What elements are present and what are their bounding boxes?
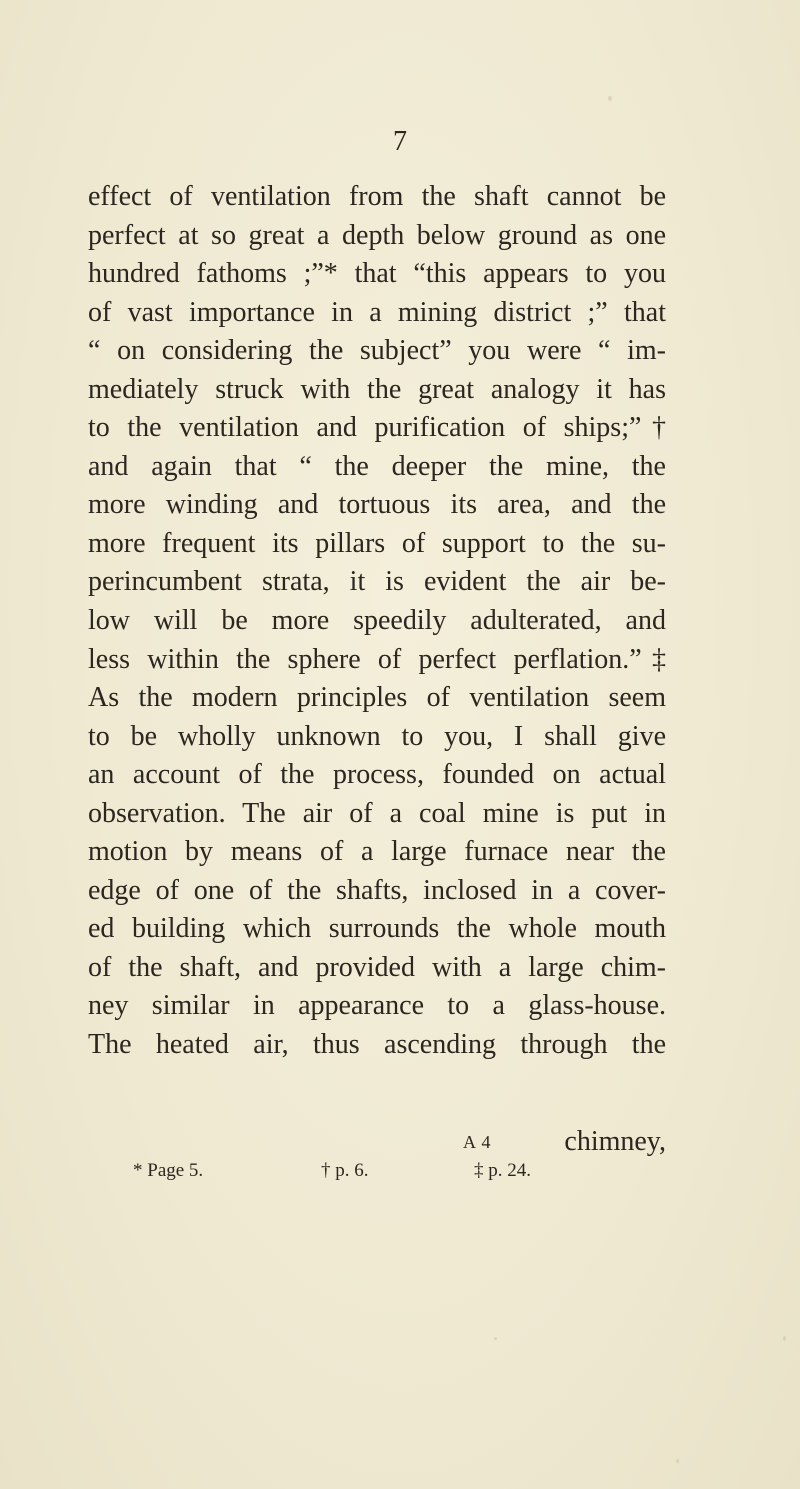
text-line: observation. The air of a coal mine is put in [88,797,666,829]
page-number: 7 [393,126,407,157]
signature-mark: A 4 [463,1132,492,1152]
text-line: an account of the process, founded on actual [88,759,666,791]
text-line: As the modern principles of ventilation seem [88,682,666,714]
paper-speck [676,1459,679,1463]
paper-speck [494,1337,497,1340]
footnote: * Page 5. [133,1160,204,1181]
text-line: ed building which surrounds the whole mouth [88,913,666,945]
text-line: more frequent its pillars of support to the su- [88,527,666,559]
text-line: and again that “ the deeper the mine, the [88,450,666,482]
text-line: more winding and tortuous its area, and the [88,489,666,521]
text-line: edge of one of the shafts, inclosed in a cover- [88,874,666,906]
text-line: hundred fathoms ;”* that “this appears to you [88,258,666,290]
text-line: motion by means of a large furnace near the [88,836,666,868]
text-line: less within the sphere of perfect perflation.”‡ [88,643,666,675]
footnotes [0,1156,800,1186]
footnote: ‡ p. 24. [474,1160,531,1181]
catchword: chimney, [564,1126,666,1157]
text-line: perincumbent strata, it is evident the air be- [88,566,666,598]
footnote: † p. 6. [321,1160,369,1181]
text-line: of vast importance in a mining district ;” that [88,296,666,328]
text-line: “ on considering the subject” you were “ im- [88,335,666,367]
paper-speck [783,1336,786,1341]
text-line: to be wholly unknown to you, I shall give [88,720,666,752]
text-line: perfect at so great a depth below ground as one [88,219,666,251]
text-line: of the shaft, and provided with a large chim- [88,951,666,983]
body-text [88,178,666,1065]
text-line: ney similar in appearance to a glass-house. [88,990,666,1022]
text-line: mediately struck with the great analogy it has [88,373,666,405]
text-line: to the ventilation and purification of ships;”† [88,412,666,444]
text-line: The heated air, thus ascending through the [88,1029,666,1061]
text-line: low will be more speedily adulterated, and [88,605,666,637]
text-line: effect of ventilation from the shaft cannot be [88,181,666,212]
paper-speck [608,96,612,101]
